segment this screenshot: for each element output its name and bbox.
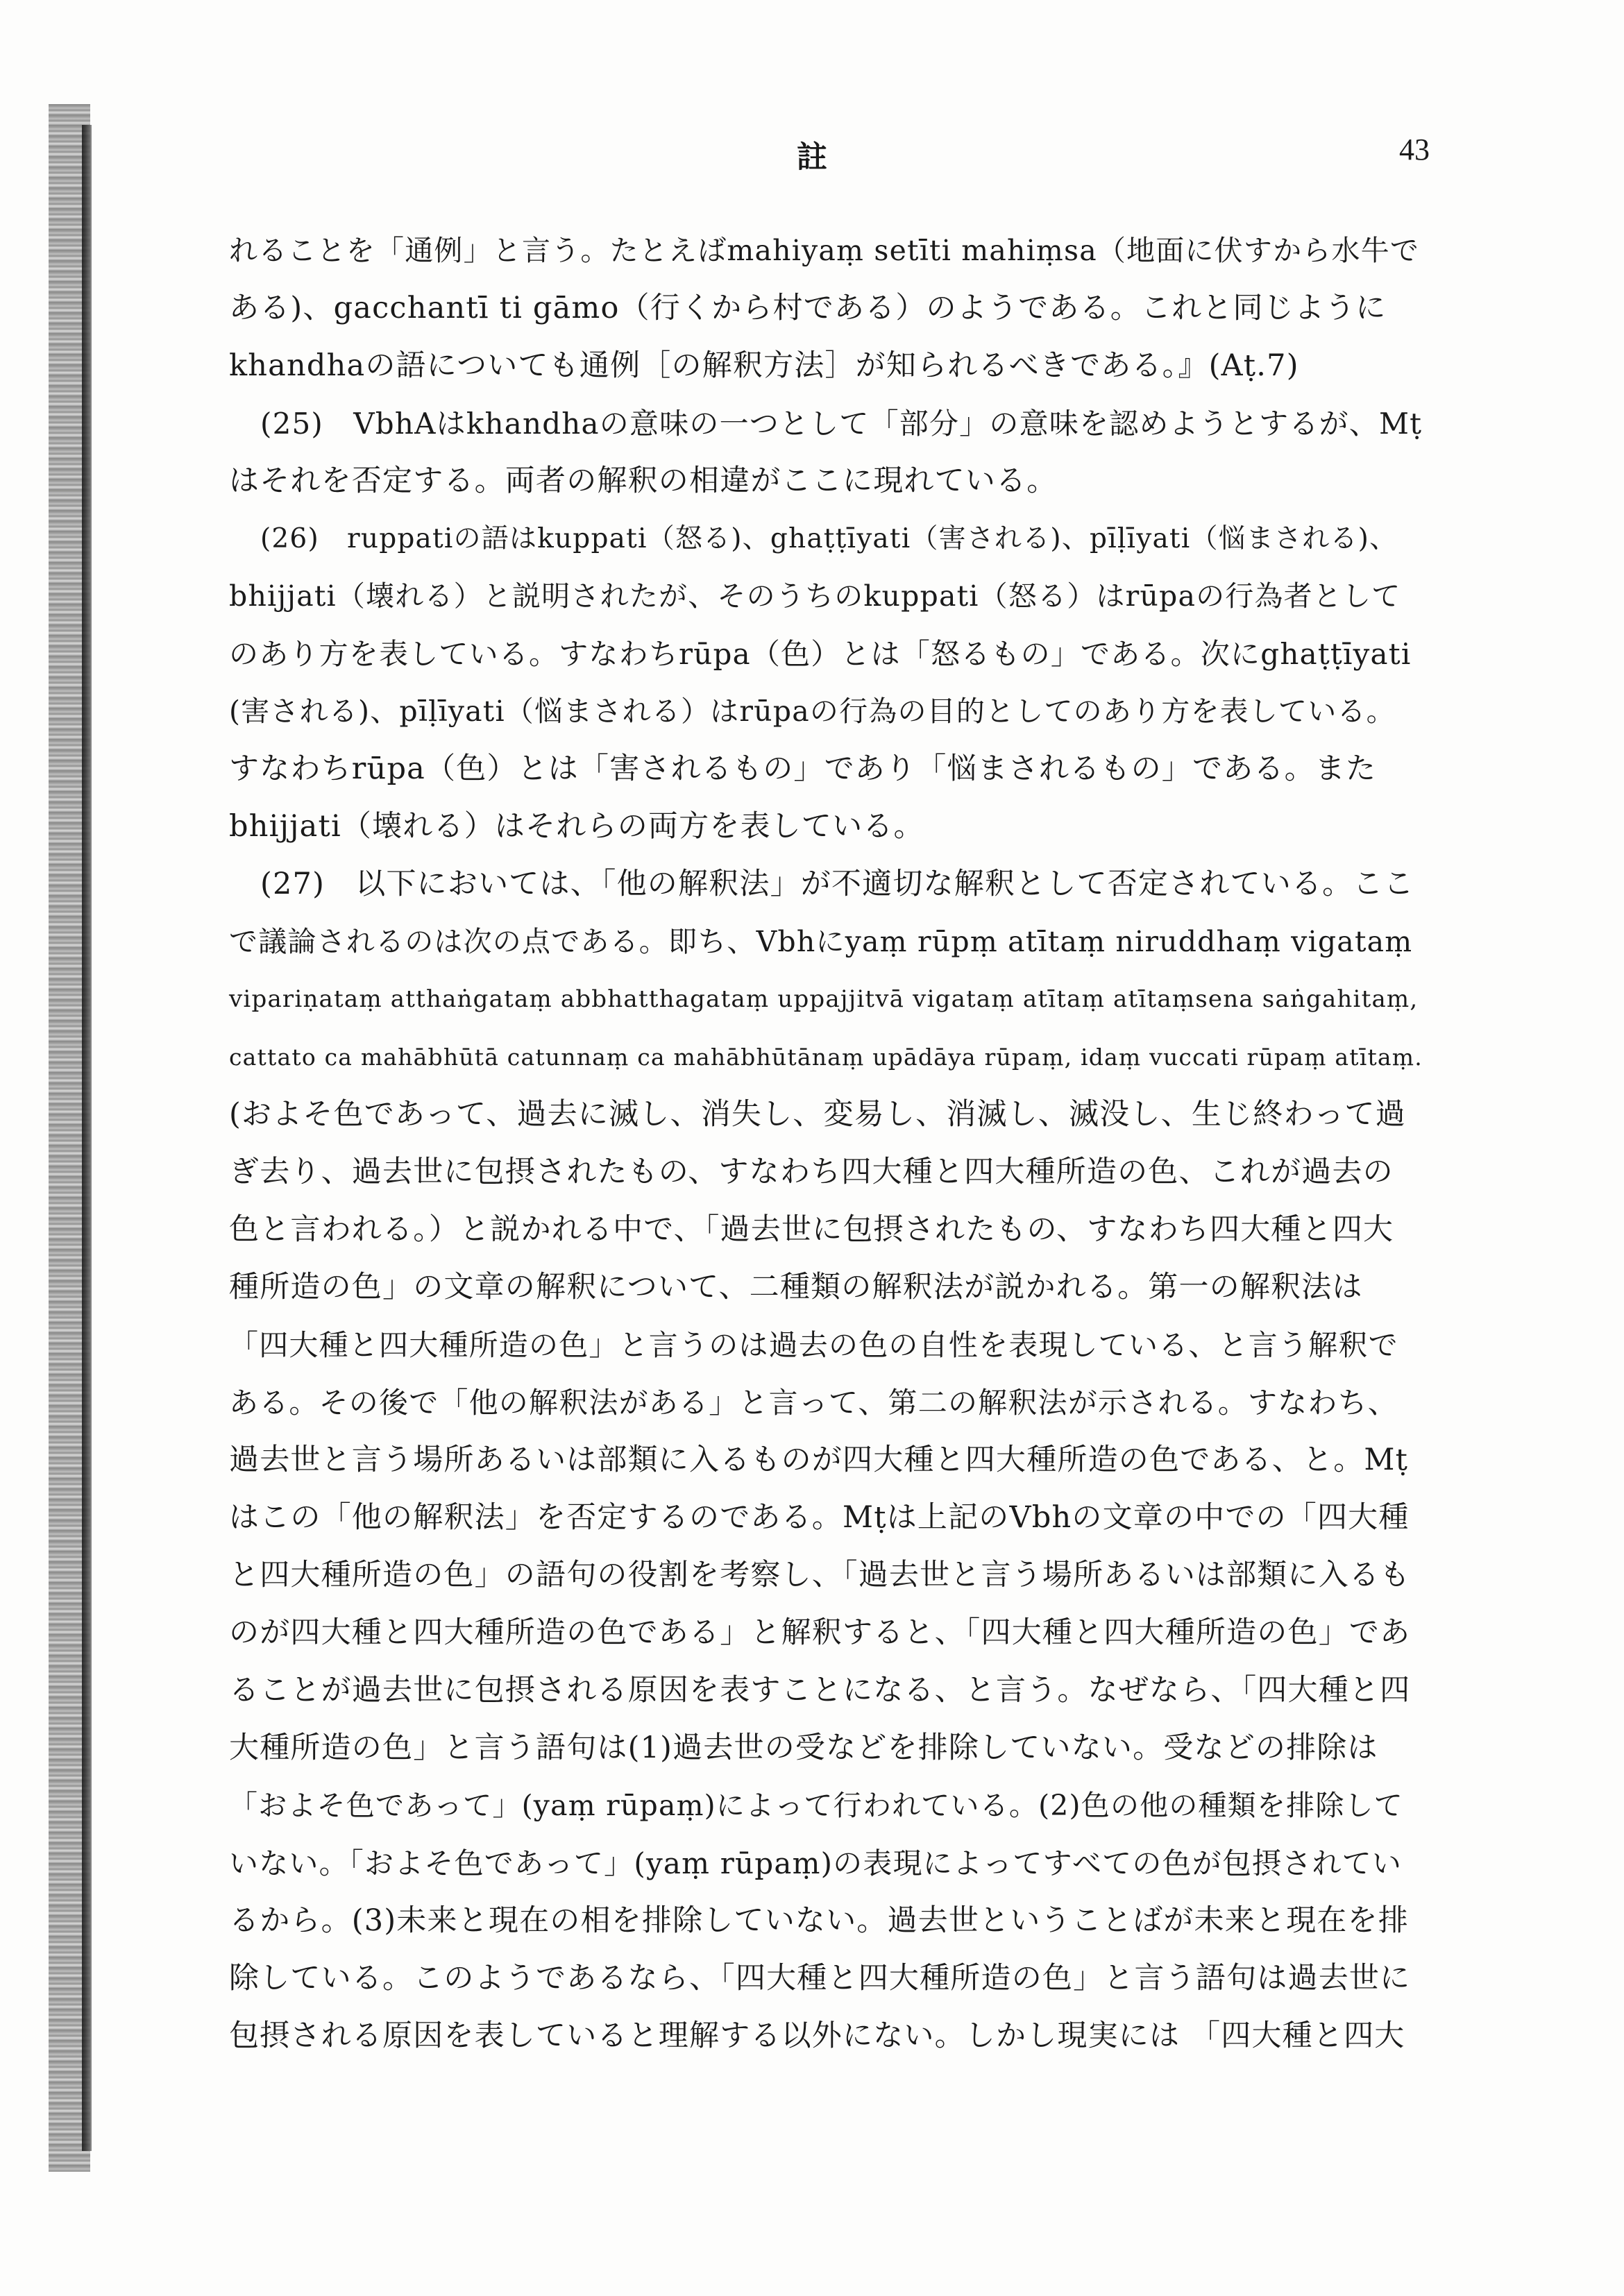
text-line: 色と言われる。）と説かれる中で、「過去世に包摂されたもの、すなわち四大種と四大 — [229, 1212, 1394, 1247]
text-line: cattato ca mahābhūtā catunnaṃ ca mahābhūtānaṃ upādāya rūpaṃ, idaṃ vuccati rūpaṃ atītaṃ. — [229, 1044, 1423, 1071]
note-25-line: (25) VbhAはkhandhaの意味の一つとして「部分」の意味を認めようとするが、Mṭ — [260, 407, 1423, 441]
text-line: ある)、gacchantī ti gāmo（行くから村である）のようである。これと同じように — [229, 291, 1387, 325]
text-line: のあり方を表している。すなわちrūpa（色）とは「怒るもの」である。次にghaṭṭīyati — [229, 637, 1412, 671]
text-line: ることが過去世に包摂される原因を表すことになる、と言う。なぜなら、「四大種と四 — [229, 1673, 1411, 1708]
text-line: で議論されるのは次の点である。即ち、Vbhにyaṃ rūpṃ atītaṃ niruddhaṃ vigataṃ — [229, 925, 1413, 958]
text-line: と四大種所造の色」の語句の役割を考察し、「過去世と言う場所あるいは部類に入るも — [229, 1558, 1411, 1592]
text-line: のが四大種と四大種所造の色である」と解釈すると、「四大種と四大種所造の色」であ — [229, 1615, 1411, 1650]
text-line: 「およそ色であって」(yaṃ rūpaṃ)によって行われている。(2)色の他の種類を排除して — [229, 1789, 1403, 1822]
text-line: 「四大種と四大種所造の色」と言うのは過去の色の自性を表現している、と言う解釈で — [229, 1328, 1398, 1362]
text-line: vipariṇataṃ atthaṅgataṃ abbhatthagataṃ uppajjitvā vigataṃ atītaṃ atītaṃsena saṅgahitaṃ, — [229, 985, 1419, 1013]
body-text — [229, 222, 1423, 2065]
text-line: 包摂される原因を表していると理解する以外にない。しかし現実には 「四大種と四大 — [229, 2018, 1405, 2053]
text-line: はそれを否定する。両者の解釈の相違がここに現れている。 — [229, 464, 1058, 498]
text-line: るから。(3)未来と現在の相を排除していない。過去世ということばが未来と現在を排 — [229, 1903, 1409, 1938]
text-line: 過去世と言う場所あるいは部類に入るものが四大種と四大種所造の色である、と。Mṭ — [229, 1443, 1409, 1477]
running-header-title: 註 — [797, 139, 827, 175]
text-line: bhijjati（壊れる）と説明されたが、そのうちのkuppati（怒る）はrūpaの行為者として — [229, 579, 1401, 613]
text-line: すなわちrūpa（色）とは「害されるもの」であり「悩まされるもの」である。また — [229, 751, 1377, 786]
text-line: はこの「他の解釈法」を否定するのである。Mṭは上記のVbhの文章の中での「四大種 — [229, 1500, 1410, 1535]
text-line: いない。「およそ色であって」(yaṃ rūpaṃ)の表現によってすべての色が包摂されてい — [229, 1846, 1403, 1880]
text-line: (害される)、pīḷīyati（悩まされる）はrūpaの行為の目的としてのあり方を表している。 — [229, 695, 1396, 728]
text-line: ぎ去り、過去世に包摂されたもの、すなわち四大種と四大種所造の色、これが過去の — [229, 1155, 1394, 1189]
text-line: ある。その後で「他の解釈法がある」と言って、第二の解釈法が示される。すなわち、 — [229, 1386, 1398, 1420]
text-line: 除している。このようであるなら、「四大種と四大種所造の色」と言う語句は過去世に — [229, 1961, 1411, 1996]
text-line: 大種所造の色」と言う語句は(1)過去世の受などを排除していない。受などの排除は — [229, 1730, 1378, 1765]
text-line: khandhaの語についても通例［の解釈方法］が知られるべきである。』(Aṭ.7) — [229, 348, 1299, 383]
binding-edge — [82, 125, 92, 2151]
text-line: (およそ色であって、過去に滅し、消失し、変易し、消滅し、滅没し、生じ終わって過 — [229, 1097, 1406, 1132]
note-27-line: (27) 以下においては、「他の解釈法」が不適切な解釈として否定されている。ここ — [260, 867, 1414, 901]
text-line: bhijjati（壊れる）はそれらの両方を表している。 — [229, 809, 924, 844]
text-line: れることを「通例」と言う。たとえばmahiyaṃ setīti mahiṃsa（地面に伏すから水牛で — [229, 234, 1420, 267]
text-line: 種所造の色」の文章の解釈について、二種類の解釈法が説かれる。第一の解釈法は — [229, 1270, 1363, 1304]
page-number: 43 — [1399, 133, 1430, 167]
note-26-line: (26) ruppatiの語はkuppati（怒る)、ghaṭṭīyati（害される)、pīḷīyati（悩まされる)、 — [260, 523, 1398, 554]
